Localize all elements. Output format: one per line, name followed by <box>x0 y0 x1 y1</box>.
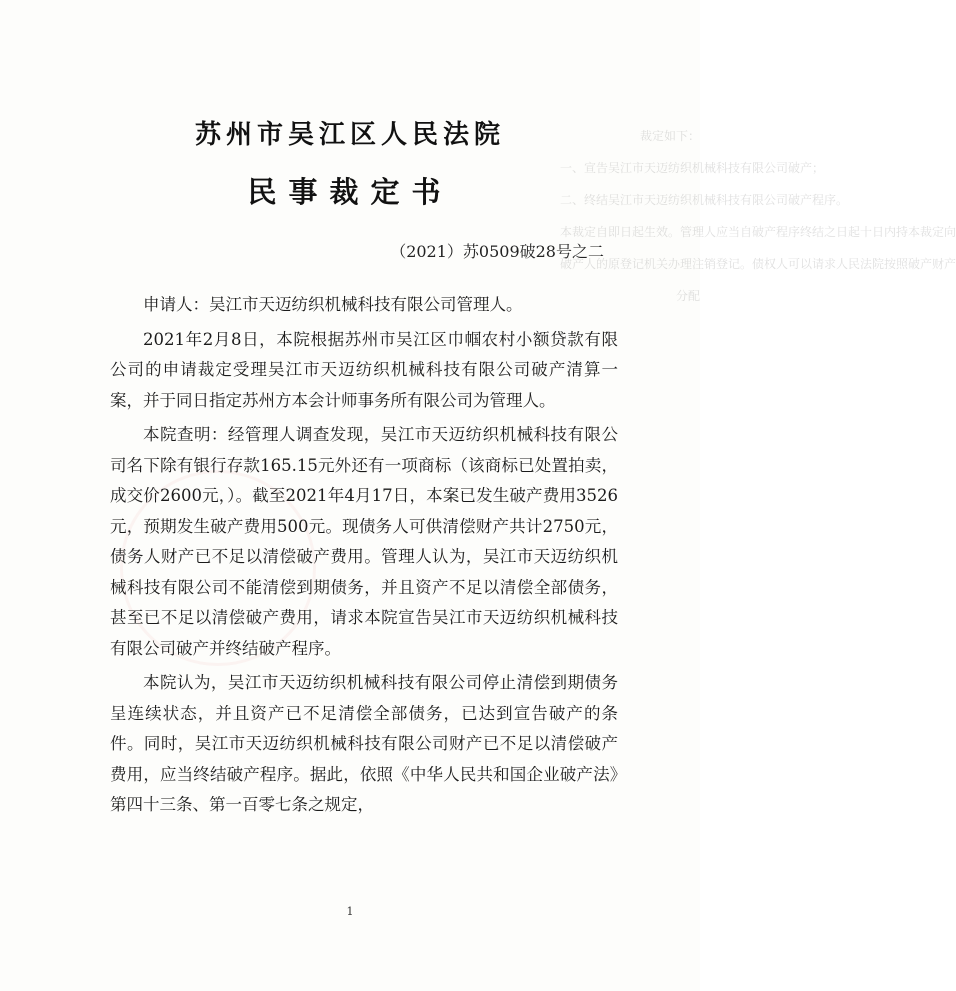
bleed-line: 裁定如下： <box>639 129 700 143</box>
case-number: （2021）苏0509破28号之二 <box>390 242 604 261</box>
document-type-title: 民事裁定书 <box>247 175 453 209</box>
page-number: 1 <box>346 905 354 918</box>
findings-paragraph: 本院查明：经管理人调查发现，吴江市天迈纺织机械科技有限公司名下除有银行存款165.15元外还有一项商标（该商标已处置拍卖，成交价2600元，）。截至2021年4月17日，本案已发生破产费用3526元，预期发生破产费用500元。现债务人可供清偿财产共计2750元，债务人财产已不足以清偿破产费用。管理人认为，吴江市天迈纺织机械科技有限公司不能清偿到期债务，并且资产不足以清偿全部债务，甚至已不足以清偿破产费用，请求本院宣告吴江市天迈纺织机械科技有限公司破产并终结破产程序。 <box>110 425 618 658</box>
court-name-heading: 苏州市吴江区人民法院 <box>194 120 505 150</box>
reasoning-paragraph: 本院认为，吴江市天迈纺织机械科技有限公司停止清偿到期债务呈连续状态，并且资产已不足清偿全部债务，已达到宣告破产的条件。同时，吴江市天迈纺织机械科技有限公司财产已不足以清偿破产费用，应当终结破产程序。据此，依照《中华人民共和国企业破产法》第四十三条、第一百零七条之规定， <box>110 673 618 814</box>
bleed-line: 本裁定自即日起生效。管理人应当自破产程序终结之日起十日内持本裁定向 <box>560 225 956 239</box>
bleed-line: 破产人的原登记机关办理注销登记。债权人可以请求人民法院按照破产财产 <box>560 257 956 271</box>
applicant-paragraph: 申请人：吴江市天迈纺织机械科技有限公司管理人。 <box>143 295 523 314</box>
document-body <box>110 290 618 825</box>
bleed-line: 一、宣告吴江市天迈纺织机械科技有限公司破产； <box>560 161 825 175</box>
bleed-line: 二、终结吴江市天迈纺织机械科技有限公司破产程序。 <box>560 193 849 207</box>
background-paragraph: 2021年2月8日，本院根据苏州市吴江区巾帼农村小额贷款有限公司的申请裁定受理吴江市天迈纺织机械科技有限公司破产清算一案，并于同日指定苏州方本会计师事务所有限公司为管理人。 <box>110 329 618 410</box>
bleed-line: 分配 <box>675 289 700 303</box>
